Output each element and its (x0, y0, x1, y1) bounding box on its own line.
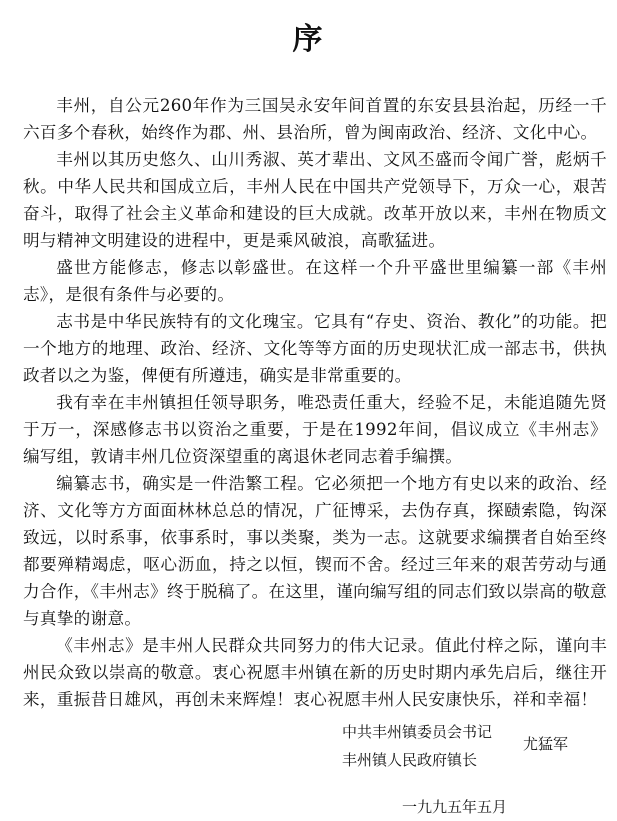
signature-title-government: 丰州镇人民政府镇长 (342, 751, 478, 769)
page-title: 序 (292, 22, 325, 57)
document-date: 一九九五年五月 (402, 798, 508, 816)
preface-body (23, 92, 607, 713)
paragraph-5: 我有幸在丰州镇担任领导职务，唯恐责任重大，经验不足，未能追随先贤于万一，深感修志书以资治之重要，于是在1992年间，倡议成立《丰州志》编写组，敦请丰州几位资深望重的离退休老同志着手编撰。 (23, 393, 607, 466)
signature-name: 尤猛军 (523, 735, 569, 753)
signature-titles (342, 718, 492, 774)
paragraph-3: 盛世方能修志，修志以彰盛世。在这样一个升平盛世里编纂一部《丰州志》，是很有条件与必要的。 (23, 258, 607, 304)
paragraph-7: 《丰州志》是丰州人民群众共同努力的伟大记录。值此付梓之际，谨向丰州民众致以崇高的敬意。衷心祝愿丰州镇在新的历史时期内承先启后，继往开来，重振昔日雄风，再创未来辉煌！衷心祝愿丰州人民安康快乐，祥和幸福！ (23, 636, 607, 709)
paragraph-1: 丰州，自公元260年作为三国吴永安年间首置的东安县县治起，历经一千六百多个春秋，始终作为郡、州、县治所，曾为闽南政治、经济、文化中心。 (23, 96, 607, 142)
signature-title-party: 中共丰州镇委员会书记 (342, 723, 493, 741)
paragraph-2: 丰州以其历史悠久、山川秀淑、英才辈出、文风丕盛而令闻广誉，彪炳千秋。中华人民共和国成立后，丰州人民在中国共产党领导下，万众一心，艰苦奋斗，取得了社会主义革命和建设的巨大成就。改革开放以来，丰州在物质文明与精神文明建设的进程中，更是乘风破浪，高歌猛进。 (23, 150, 607, 250)
paragraph-4: 志书是中华民族特有的文化瑰宝。它具有“存史、资治、教化”的功能。把一个地方的地理、政治、经济、文化等等方面的历史现状汇成一部志书，供执政者以之为鉴，俾便有所遵违，确实是非常重要的。 (23, 312, 607, 385)
paragraph-6: 编纂志书，确实是一件浩繁工程。它必须把一个地方有史以来的政治、经济、文化等方方面面林林总总的情况，广征博采，去伪存真，探赜索隐，钩深致远，以时系事，依事系时，事以类聚，类为一志。这就要求编撰者自始至终都要殚精竭虑，呕心沥血，持之以恒，锲而不舍。经过三年来的艰苦劳动与通力合作，《丰州志》终于脱稿了。在这里，谨向编写组的同志们致以崇高的敬意与真挚的谢意。 (23, 474, 607, 628)
